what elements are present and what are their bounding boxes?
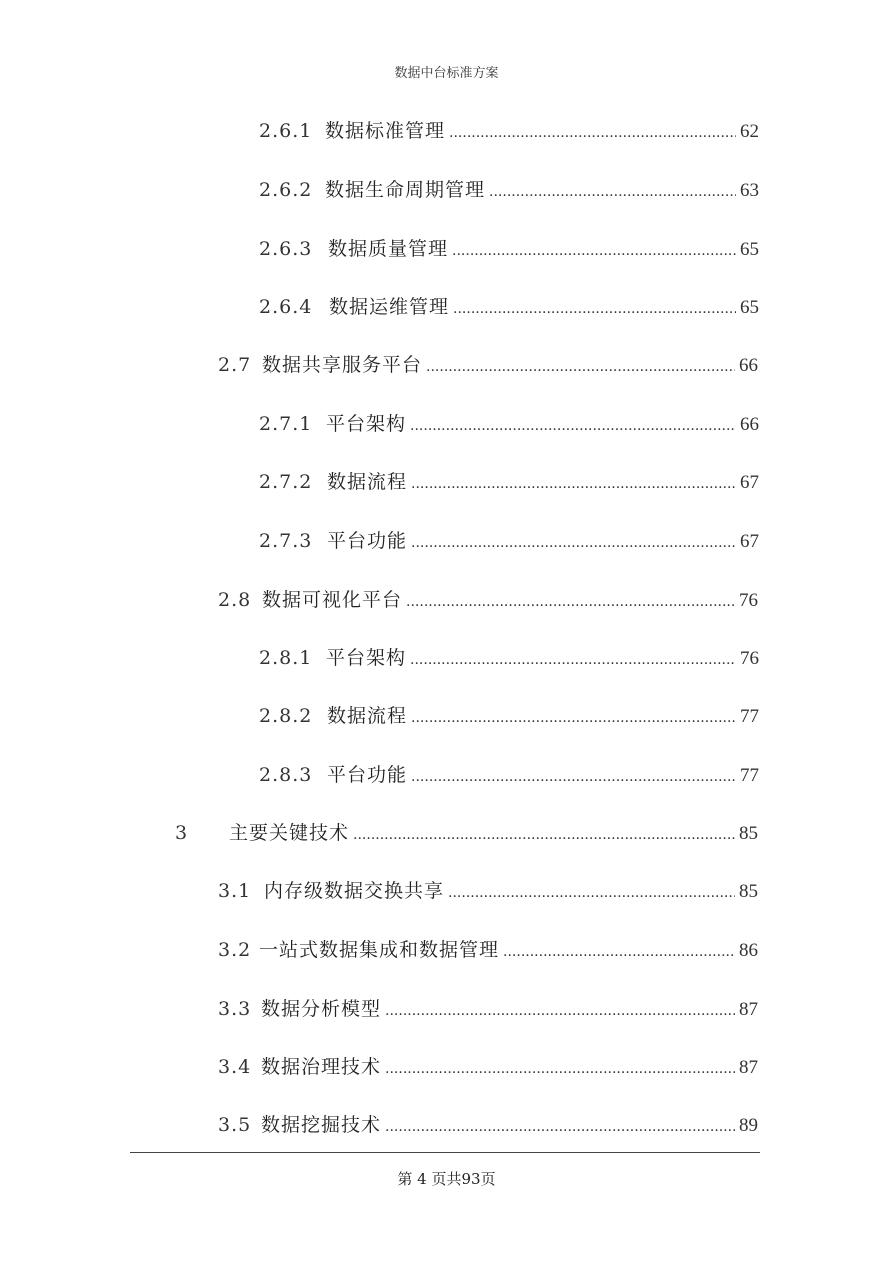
toc-entry-title: 一站式数据集成和数据管理 xyxy=(259,939,500,961)
toc-entry[interactable] xyxy=(259,411,759,437)
toc-entry-page: 67 xyxy=(740,472,759,493)
toc-entry-number: 3.2 xyxy=(218,939,252,961)
toc-entry-title: 平台功能 xyxy=(327,764,408,786)
toc-entry-title: 数据流程 xyxy=(327,471,408,493)
toc-dot-leader xyxy=(411,530,736,556)
toc-entry[interactable] xyxy=(218,878,758,904)
toc-entry-title: 数据生命周期管理 xyxy=(325,179,486,201)
toc-entry-page: 62 xyxy=(740,121,759,142)
toc-entry-title: 平台功能 xyxy=(327,530,408,552)
toc-dot-leader xyxy=(385,998,735,1024)
toc-dot-leader xyxy=(411,471,736,497)
toc-entry-title: 平台架构 xyxy=(326,413,407,435)
toc-entry-title: 数据标准管理 xyxy=(325,120,446,142)
toc-entry-title: 数据共享服务平台 xyxy=(262,354,423,376)
toc-entry-title: 主要关键技术 xyxy=(229,822,350,844)
toc-entry-number: 2.7 xyxy=(218,354,252,376)
toc-entry-title: 数据运维管理 xyxy=(329,296,450,318)
footer-total-pages: 93 xyxy=(461,1170,481,1188)
toc-entry-page: 85 xyxy=(739,881,758,902)
toc-entry-number: 2.6.1 xyxy=(259,120,313,142)
toc-entry-page: 66 xyxy=(739,355,758,376)
toc-entry[interactable] xyxy=(259,762,759,788)
toc-entry-page: 67 xyxy=(740,531,759,552)
footer-divider xyxy=(130,1152,760,1153)
toc-entry-title: 数据质量管理 xyxy=(328,238,449,260)
toc-entry-number: 2.8.1 xyxy=(259,647,313,669)
toc-entry-number: 2.8.2 xyxy=(259,705,313,727)
toc-entry[interactable] xyxy=(175,820,758,846)
toc-entry-number: 2.6.2 xyxy=(259,179,313,201)
toc-entry-title: 平台架构 xyxy=(326,647,407,669)
toc-entry-number: 2.7.2 xyxy=(259,471,313,493)
footer-current-page: 4 xyxy=(417,1170,427,1188)
toc-entry-page: 76 xyxy=(739,590,758,611)
toc-entry-page: 89 xyxy=(739,1115,758,1136)
toc-entry[interactable] xyxy=(259,703,759,729)
toc-entry-page: 65 xyxy=(740,297,759,318)
toc-dot-leader xyxy=(385,1056,735,1082)
toc-entry[interactable] xyxy=(218,352,758,378)
toc-entry-page: 76 xyxy=(740,648,759,669)
toc-entry-number: 2.8 xyxy=(218,589,252,611)
toc-entry[interactable] xyxy=(218,996,758,1022)
toc-entry-page: 65 xyxy=(740,239,759,260)
page-footer xyxy=(0,1168,893,1189)
toc-dot-leader xyxy=(411,764,736,790)
page-header: 数据中台标准方案 xyxy=(394,66,499,81)
toc-entry-number: 3.5 xyxy=(218,1114,252,1136)
toc-entry-number: 2.7.3 xyxy=(259,530,313,552)
toc-dot-leader xyxy=(411,705,736,731)
toc-dot-leader xyxy=(503,939,735,965)
toc-entry[interactable] xyxy=(259,469,759,495)
toc-entry-page: 66 xyxy=(740,414,759,435)
toc-entry-title: 数据分析模型 xyxy=(261,998,382,1020)
toc-entry[interactable] xyxy=(218,587,758,613)
footer-prefix: 第 xyxy=(397,1170,413,1188)
toc-entry-number: 2.8.3 xyxy=(259,764,313,786)
toc-dot-leader xyxy=(410,647,736,673)
toc-dot-leader xyxy=(453,296,736,322)
toc-entry[interactable] xyxy=(259,294,759,320)
toc-entry[interactable] xyxy=(218,1112,758,1138)
toc-entry-title: 数据流程 xyxy=(327,705,408,727)
toc-entry-number: 3.3 xyxy=(218,998,252,1020)
toc-entry[interactable] xyxy=(259,177,759,203)
toc-entry-page: 87 xyxy=(739,1057,758,1078)
toc-entry-title: 数据可视化平台 xyxy=(262,589,403,611)
toc-dot-leader xyxy=(406,589,735,615)
toc-entry[interactable] xyxy=(259,118,759,144)
toc-entry-title: 内存级数据交换共享 xyxy=(264,880,445,902)
toc-entry-number: 3 xyxy=(175,822,189,844)
footer-suffix: 页 xyxy=(480,1170,496,1188)
toc-entry[interactable] xyxy=(218,1054,758,1080)
toc-entry-page: 63 xyxy=(740,180,759,201)
toc-dot-leader xyxy=(353,822,735,848)
toc-entry-number: 2.6.3 xyxy=(259,238,313,260)
toc-dot-leader xyxy=(452,238,736,264)
footer-middle: 页共 xyxy=(431,1170,462,1188)
toc-dot-leader xyxy=(449,120,736,146)
toc-entry-title: 数据治理技术 xyxy=(261,1056,382,1078)
toc-entry-page: 86 xyxy=(739,940,758,961)
toc-dot-leader xyxy=(426,354,735,380)
toc-entry-number: 3.4 xyxy=(218,1056,252,1078)
toc-entry-page: 77 xyxy=(740,765,759,786)
toc-entry-title: 数据挖掘技术 xyxy=(261,1114,382,1136)
toc-dot-leader xyxy=(410,413,736,439)
toc-entry-page: 85 xyxy=(739,823,758,844)
toc-entry[interactable] xyxy=(218,937,758,963)
toc-entry[interactable] xyxy=(259,236,759,262)
toc-entry-number: 2.7.1 xyxy=(259,413,313,435)
toc-entry-page: 77 xyxy=(740,706,759,727)
toc-dot-leader xyxy=(489,179,736,205)
toc-dot-leader xyxy=(448,880,735,906)
toc-entry[interactable] xyxy=(259,528,759,554)
toc-entry-page: 87 xyxy=(739,999,758,1020)
toc-entry-number: 2.6.4 xyxy=(259,296,313,318)
toc-entry-number: 3.1 xyxy=(218,880,252,902)
toc-dot-leader xyxy=(385,1114,735,1140)
toc-entry[interactable] xyxy=(259,645,759,671)
